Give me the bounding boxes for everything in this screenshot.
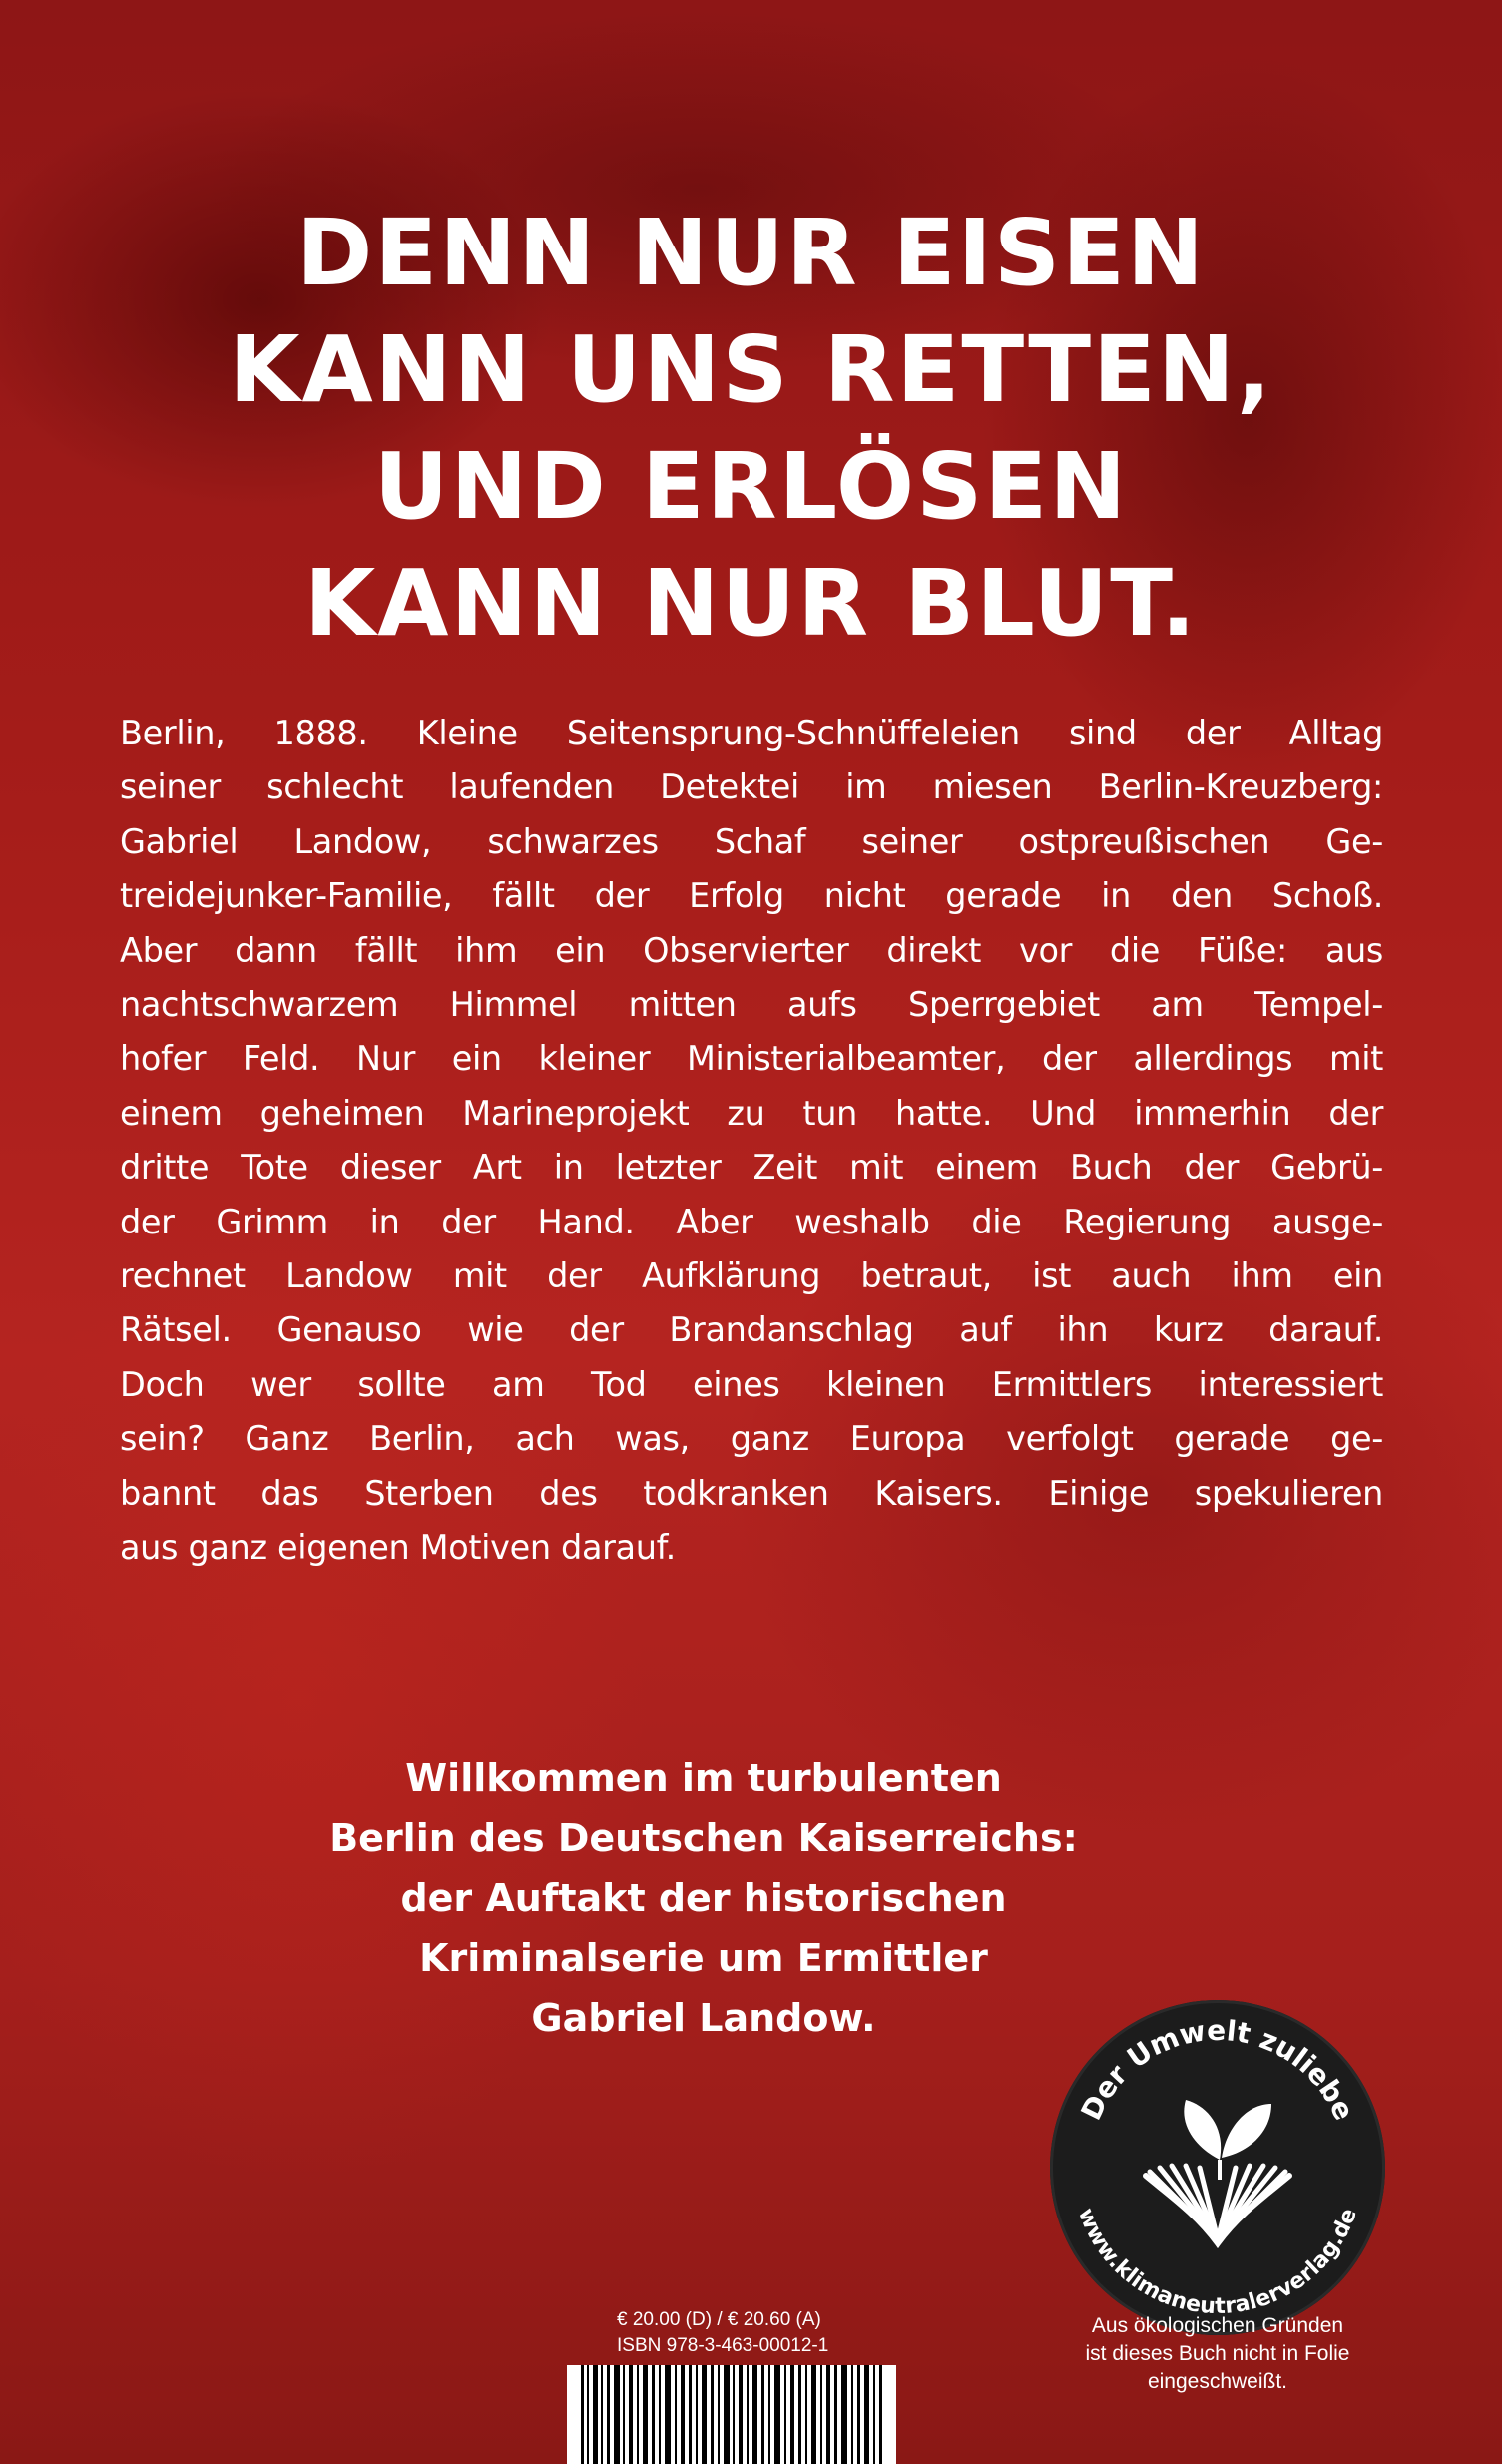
barcode [567,2365,896,2464]
blurb-line: Rätsel. Genauso wie der Brandanschlag auf ihn kurz darauf. [120,1310,1383,1350]
blurb-line: aus ganz eigenen Motiven darauf. [120,1528,676,1568]
barcode-bars [567,2365,896,2464]
blurb-line: rechnet Landow mit der Aufklärung betraut, ist auch ihm ein [120,1256,1383,1296]
promo-line: Berlin des Deutschen Kaiserreichs: [329,1816,1078,1860]
seal-graphic [1050,2000,1385,2335]
notice-line: eingeschweißt. [1147,2370,1288,2393]
blurb-line: Berlin, 1888. Kleine Seitensprung-Schnüffeleien sind der Alltag [120,714,1383,752]
seal-top-text: Der Umwelt zuliebe [1074,2013,1361,2126]
price-text: € 20.00 (D) / € 20.60 (A) [617,2309,821,2330]
blurb-line: Gabriel Landow, schwarzes Schaf seiner ostpreußischen Ge- [120,821,1383,861]
blurb-line: Doch wer sollte am Tod eines kleinen Ermittlers interessiert [120,1364,1383,1404]
blurb-line: nachtschwarzem Himmel mitten aufs Sperrgebiet am Tempel- [120,985,1383,1025]
blurb-line: einem geheimen Marineprojekt zu tun hatte. Und immerhin der [120,1093,1383,1133]
book-with-leaves-icon [1146,2100,1289,2243]
blurb-paragraph [120,707,1383,1576]
blurb-line: Aber dann fällt ihm ein Observierter direkt vor die Füße: aus [120,930,1383,970]
blurb-line: seiner schlecht laufenden Detektei im miesen Berlin-Kreuzberg: [120,767,1383,807]
blurb-line: bannt das Sterben des todkranken Kaisers. Einige spekulieren [120,1473,1383,1513]
seal-url-text: www.klimaneutralerverlag.de [1072,2205,1362,2320]
headline-line: DENN NUR EISEN [296,200,1206,306]
blurb-line: hofer Feld. Nur ein kleiner Ministerialbeamter, der allerdings mit [120,1039,1383,1079]
price-block [617,2307,828,2359]
notice-line: ist dieses Buch nicht in Folie [1085,2342,1350,2365]
headline-line: KANN UNS RETTEN, [229,316,1273,423]
promo-line: der Auftakt der historischen [400,1876,1007,1920]
blurb-line: dritte Tote dieser Art in letzter Zeit mit einem Buch der Gebrü- [120,1148,1383,1188]
blurb-line: treidejunker-Familie, fällt der Erfolg nicht gerade in den Schoß. [120,876,1383,916]
promo-line: Kriminalserie um Ermittler [419,1936,988,1980]
headline [0,195,1502,662]
packaging-notice [1043,2312,1392,2396]
blurb-line: sein? Ganz Berlin, ach was, ganz Europa verfolgt gerade ge- [120,1419,1383,1459]
climate-neutral-seal [1050,2000,1385,2335]
headline-line: UND ERLÖSEN [373,433,1129,540]
isbn-text: ISBN 978-3-463-00012-1 [617,2335,829,2356]
blurb-line: der Grimm in der Hand. Aber weshalb die Regierung ausge- [120,1202,1383,1241]
promo-line: Willkommen im turbulenten [405,1756,1002,1800]
notice-line: Aus ökologischen Gründen [1091,2314,1344,2337]
promo-line: Gabriel Landow. [531,1996,876,2040]
headline-line: KANN NUR BLUT. [304,550,1198,657]
